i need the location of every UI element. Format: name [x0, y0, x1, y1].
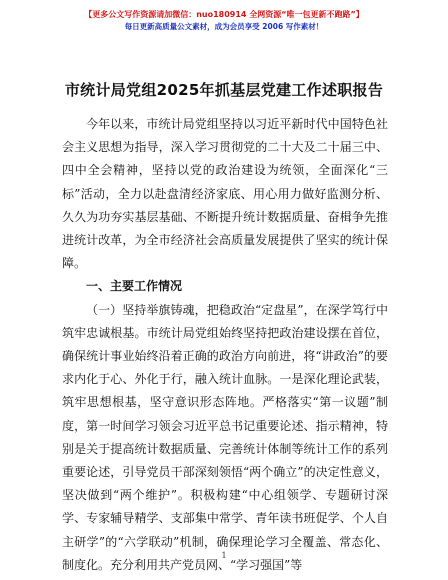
page-number: 1 [221, 551, 227, 560]
document-title: 市统计局党组2025年抓基层党建工作述职报告 [64, 81, 384, 99]
promo-banner-line-1: 【更多公文写作资源请加微信：nuo180914 全网资源“唯一包更新不跑路”】 [84, 10, 364, 19]
promo-banner [0, 9, 448, 32]
intro-paragraph: 今年以来，市统计局党组坚持以习近平新时代中国特色社会主义思想为指导，深入学习贯彻党的二十大及二十届三中、四中全会精神，坚持以党的政治建设为统领，全面深化“三标”活动，全力以赴盘清经济家底、用心用力做好监测分析、久久为功夯实基层基础、不断提升统计数据质量、奋楫争先推进统计改革，为全市经济社会高质量发展提供了坚实的统计保障。 [62, 117, 388, 271]
section-heading: 一、主要工作情况 [86, 279, 183, 294]
document-body [62, 113, 388, 577]
promo-banner-line-2: 每日更新高质量公文素材，成为会员享受 2006 写作素材！ [124, 22, 324, 31]
section-paragraph: （一）坚持举旗铸魂，把稳政治“定盘星”，在深学笃行中筑牢忠诚根基。市统计局党组始终坚持把政治建设摆在首位，确保统计事业始终沿着正确的政治方向前进，将“讲政治”的要求内化于心、外化于行，融入统计血脉。一是深化理论武装，筑牢思想根基，坚守意识形态阵地。严格落实“第一议题”制度，第一时间学习领会习近平总书记重要论述、指示精神，特别是关于提高统计数据质量、完善统计体制等统计工作的系列重要论述，引导党员干部深刻领悟“两个确立”的决定性意义，坚决做到“两个维护”。积极构建“中心组领学、专题研讨深学、专家辅导精学、支部集中常学、青年读书班促学、个人自主研学”的“六学联动”机制，确保理论学习全覆盖、常态化、制度化。充分利用共产党员网、“学习强国”等 [62, 302, 388, 572]
